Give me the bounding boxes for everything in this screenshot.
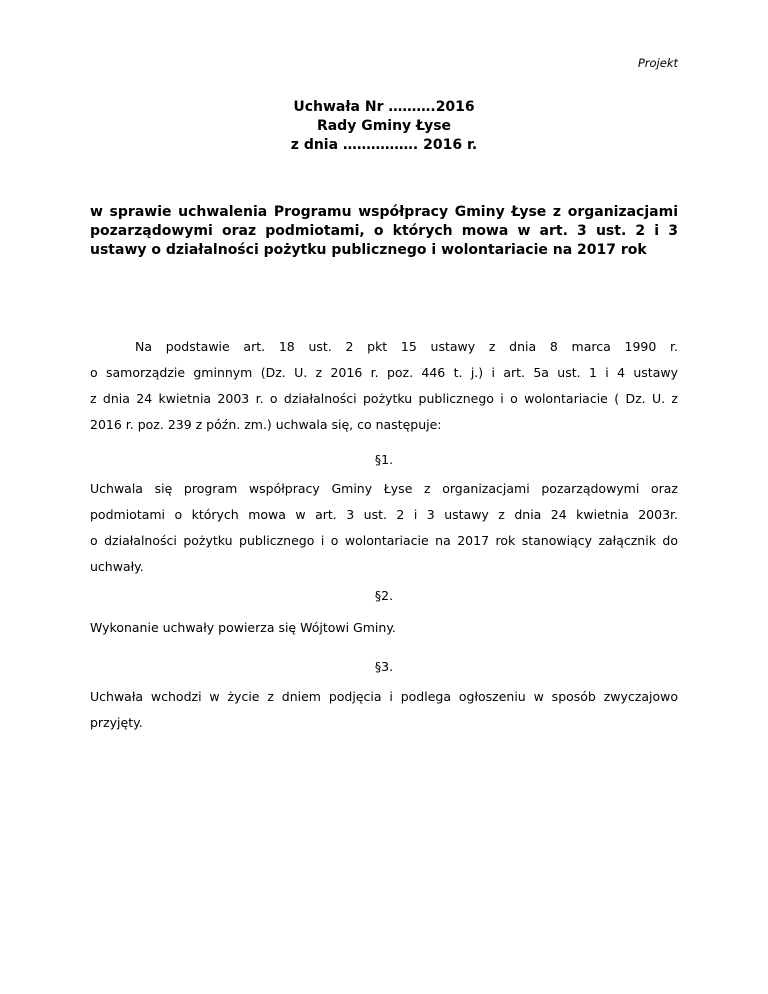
section-2-heading: §2. — [374, 588, 394, 603]
council-name: Rady Gminy Łyse — [316, 118, 452, 134]
resolution-title — [0, 98, 768, 155]
section-line: podmiotami o których mowa w art. 3 ust. 2 i 3 ustawy z dnia 24 kwietnia 2003r. — [90, 507, 678, 522]
section-1-text — [90, 476, 678, 580]
section-line: przyjęty. — [90, 715, 143, 730]
section-3-heading: §3. — [374, 659, 394, 674]
section-line: Uchwala się program współpracy Gminy Łyse z organizacjami pozarządowymi oraz — [90, 481, 678, 496]
preamble-line: Na podstawie art. 18 ust. 2 pkt 15 ustawy z dnia 8 marca 1990 r. — [135, 339, 678, 354]
section-line: uchwały. — [90, 559, 144, 574]
preamble-line: o samorządzie gminnym (Dz. U. z 2016 r. poz. 446 t. j.) i art. 5a ust. 1 i 4 ustawy — [90, 365, 678, 380]
preamble-line: 2016 r. poz. 239 z późn. zm.) uchwala się, co następuje: — [90, 417, 442, 432]
section-line: o działalności pożytku publicznego i o wolontariacie na 2017 rok stanowiący załącznik do — [90, 533, 678, 548]
draft-label: Projekt — [637, 56, 678, 70]
resolution-subject: w sprawie uchwalenia Programu współpracy Gminy Łyse z organizacjami pozarządowymi oraz podmiotami, o których mowa w art. 3 ust. 2 i 3 ustawy o działalności pożytku publicznego i wolontariacie na 2017 rok — [90, 204, 678, 258]
preamble-line: z dnia 24 kwietnia 2003 r. o działalności pożytku publicznego i o wolontariacie ( Dz. U. z — [90, 391, 678, 406]
resolution-date: z dnia ……………. 2016 r. — [290, 137, 478, 153]
section-line: Wykonanie uchwały powierza się Wójtowi Gminy. — [90, 620, 396, 635]
section-1-heading: §1. — [374, 452, 394, 467]
section-3-text — [90, 684, 678, 736]
section-line: Uchwała wchodzi w życie z dniem podjęcia i podlega ogłoszeniu w sposób zwyczajowo — [90, 689, 678, 704]
section-2-text — [90, 615, 678, 641]
resolution-number: Uchwała Nr ……….2016 — [293, 99, 475, 115]
preamble-paragraph — [90, 334, 678, 438]
